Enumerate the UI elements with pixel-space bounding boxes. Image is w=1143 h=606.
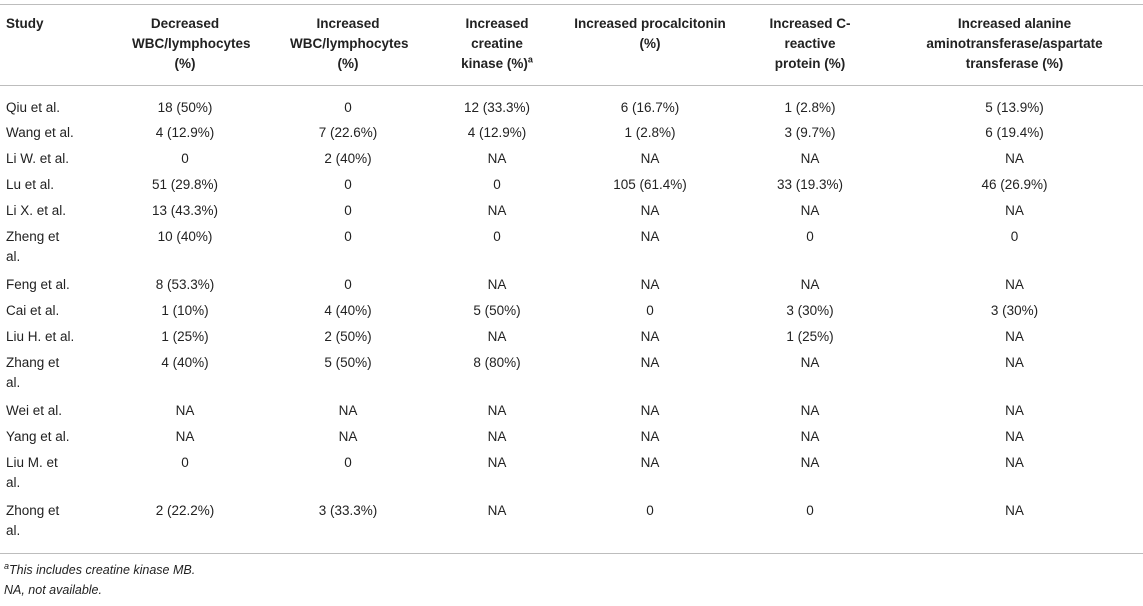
table-row xyxy=(0,275,1143,301)
footnote-na xyxy=(4,580,1143,600)
header-row xyxy=(0,5,1143,85)
value-cell: NA xyxy=(338,429,358,444)
value-cell: NA xyxy=(800,355,820,370)
table-row xyxy=(0,85,1143,123)
value-cell: 1 (25%) xyxy=(786,329,834,344)
value-cell: 5 (13.9%) xyxy=(985,99,1044,115)
results-table xyxy=(0,5,1143,549)
header-label: Increased WBC/lymphocytes (%) xyxy=(290,16,409,71)
value-cell: 2 (40%) xyxy=(324,151,372,166)
value-cell: NA xyxy=(487,329,507,344)
value-cell: 3 (30%) xyxy=(786,303,834,318)
value-cell: 6 (19.4%) xyxy=(985,125,1044,140)
value-cell: 2 (50%) xyxy=(324,329,372,344)
value-cell: 0 xyxy=(493,229,501,244)
value-cell: 18 (50%) xyxy=(157,99,213,115)
value-cell: NA xyxy=(1005,277,1024,292)
header-decreased-wbc xyxy=(102,5,268,85)
value-cell: 0 xyxy=(646,303,654,318)
table-row xyxy=(0,123,1143,149)
table-row xyxy=(0,149,1143,175)
value-cell: 5 (50%) xyxy=(473,303,521,318)
value-cell: NA xyxy=(487,151,507,166)
value-cell: NA xyxy=(1005,403,1024,418)
value-cell: NA xyxy=(640,429,660,444)
table-row xyxy=(0,353,1143,401)
value-cell: NA xyxy=(1005,355,1024,370)
table-body xyxy=(0,85,1143,549)
value-cell: 0 xyxy=(646,503,654,518)
value-cell: NA xyxy=(800,403,820,418)
table-footnotes xyxy=(0,554,1143,600)
study-name-cell: Liu H. et al. xyxy=(6,329,75,344)
study-name-cell: Cai et al. xyxy=(6,303,60,318)
study-name-cell: Liu M. et al. xyxy=(6,455,58,490)
header-label: Increased alanine aminotransferase/aspartate transferase (%) xyxy=(926,16,1103,71)
value-cell: 4 (12.9%) xyxy=(467,125,527,140)
footnote-a xyxy=(4,560,1143,580)
value-cell: NA xyxy=(640,455,660,470)
value-cell: NA xyxy=(487,277,507,292)
header-study xyxy=(0,5,102,85)
value-cell: 0 xyxy=(344,99,352,115)
header-label: Increased procalcitonin (%) xyxy=(574,16,726,51)
value-cell: 1 (25%) xyxy=(161,329,209,344)
value-cell: NA xyxy=(800,151,820,166)
study-name-cell: Wang et al. xyxy=(6,125,74,140)
value-cell: 46 (26.9%) xyxy=(981,177,1048,192)
header-increased-wbc xyxy=(268,5,428,85)
value-cell: 12 (33.3%) xyxy=(463,99,531,115)
study-name-cell: Feng et al. xyxy=(6,277,70,292)
header-alt-ast xyxy=(886,5,1143,85)
value-cell: 13 (43.3%) xyxy=(151,203,219,218)
value-cell: NA xyxy=(800,455,820,470)
value-cell: 0 xyxy=(344,177,352,192)
value-cell: 3 (33.3%) xyxy=(318,503,378,518)
value-cell: 0 xyxy=(1010,229,1019,244)
value-cell: NA xyxy=(175,429,195,444)
study-name-cell: Qiu et al. xyxy=(6,99,61,115)
value-cell: NA xyxy=(640,229,660,244)
value-cell: NA xyxy=(1005,503,1024,518)
table-row xyxy=(0,301,1143,327)
value-cell: NA xyxy=(640,329,660,344)
table-row xyxy=(0,501,1143,549)
value-cell: 5 (50%) xyxy=(324,355,372,370)
value-cell: 0 xyxy=(181,151,189,166)
value-cell: 3 (30%) xyxy=(990,303,1039,318)
value-cell: NA xyxy=(1005,203,1024,218)
value-cell: 7 (22.6%) xyxy=(318,125,378,140)
value-cell: 33 (19.3%) xyxy=(776,177,844,192)
value-cell: NA xyxy=(800,429,820,444)
value-cell: NA xyxy=(800,277,820,292)
footnote-mark: a xyxy=(527,54,533,65)
value-cell: NA xyxy=(800,203,820,218)
value-cell: 0 xyxy=(344,203,352,218)
value-cell: NA xyxy=(487,403,507,418)
study-name-cell: Wei et al. xyxy=(6,403,63,418)
value-cell: 10 (40%) xyxy=(157,229,213,244)
value-cell: NA xyxy=(338,403,358,418)
table-row xyxy=(0,175,1143,201)
value-cell: NA xyxy=(487,203,507,218)
table-wrapper xyxy=(0,4,1143,600)
value-cell: 0 xyxy=(344,455,352,470)
header-label: Increased C-reactive protein (%) xyxy=(769,16,851,71)
header-procalcitonin xyxy=(566,5,734,85)
table-row xyxy=(0,453,1143,501)
value-cell: 4 (40%) xyxy=(324,303,372,318)
value-cell: NA xyxy=(640,203,660,218)
header-label: Decreased WBC/lymphocytes (%) xyxy=(132,16,251,71)
value-cell: 0 xyxy=(181,455,189,470)
value-cell: 8 (80%) xyxy=(473,355,521,370)
value-cell: NA xyxy=(640,277,660,292)
value-cell: 51 (29.8%) xyxy=(151,177,219,192)
value-cell: NA xyxy=(1005,429,1024,444)
value-cell: 6 (16.7%) xyxy=(620,99,680,115)
value-cell: NA xyxy=(640,403,660,418)
value-cell: 1 (2.8%) xyxy=(784,99,836,115)
table-row xyxy=(0,401,1143,427)
table-row xyxy=(0,327,1143,353)
header-c-reactive-protein xyxy=(734,5,886,85)
value-cell: NA xyxy=(640,355,660,370)
value-cell: 1 (10%) xyxy=(161,303,209,318)
study-name-cell: Zhang et al. xyxy=(6,355,60,390)
value-cell: NA xyxy=(640,151,660,166)
study-name-cell: Li W. et al. xyxy=(6,151,70,166)
value-cell: NA xyxy=(487,503,507,518)
study-name-cell: Lu et al. xyxy=(6,177,55,192)
value-cell: 4 (12.9%) xyxy=(155,125,215,140)
study-name-cell: Zheng et al. xyxy=(6,229,60,264)
value-cell: NA xyxy=(1005,329,1024,344)
study-name-cell: Yang et al. xyxy=(6,429,70,444)
value-cell: 0 xyxy=(806,229,814,244)
header-label: Increased creatine kinase (%) xyxy=(461,16,529,71)
value-cell: NA xyxy=(1005,455,1024,470)
value-cell: 1 (2.8%) xyxy=(624,125,676,140)
footnote-a-mark: a xyxy=(4,560,10,571)
value-cell: 105 (61.4%) xyxy=(613,177,687,192)
study-name-cell: Zhong et al. xyxy=(6,503,60,538)
table-row xyxy=(0,227,1143,275)
header-creatine-kinase xyxy=(428,5,566,85)
value-cell: 2 (22.2%) xyxy=(155,503,215,518)
value-cell: NA xyxy=(175,403,195,418)
value-cell: NA xyxy=(487,429,507,444)
value-cell: 8 (53.3%) xyxy=(155,277,215,292)
footnote-na-text: NA, not available. xyxy=(4,583,102,597)
value-cell: 0 xyxy=(806,503,814,518)
value-cell: 3 (9.7%) xyxy=(784,125,836,140)
header-label: Study xyxy=(6,16,44,31)
footnote-a-text: This includes creatine kinase MB. xyxy=(9,563,196,577)
value-cell: 0 xyxy=(344,277,352,292)
table-row xyxy=(0,201,1143,227)
value-cell: NA xyxy=(1005,151,1024,166)
value-cell: 0 xyxy=(493,177,501,192)
table-row xyxy=(0,427,1143,453)
value-cell: 0 xyxy=(344,229,352,244)
study-name-cell: Li X. et al. xyxy=(6,203,67,218)
value-cell: NA xyxy=(487,455,507,470)
value-cell: 4 (40%) xyxy=(161,355,209,370)
